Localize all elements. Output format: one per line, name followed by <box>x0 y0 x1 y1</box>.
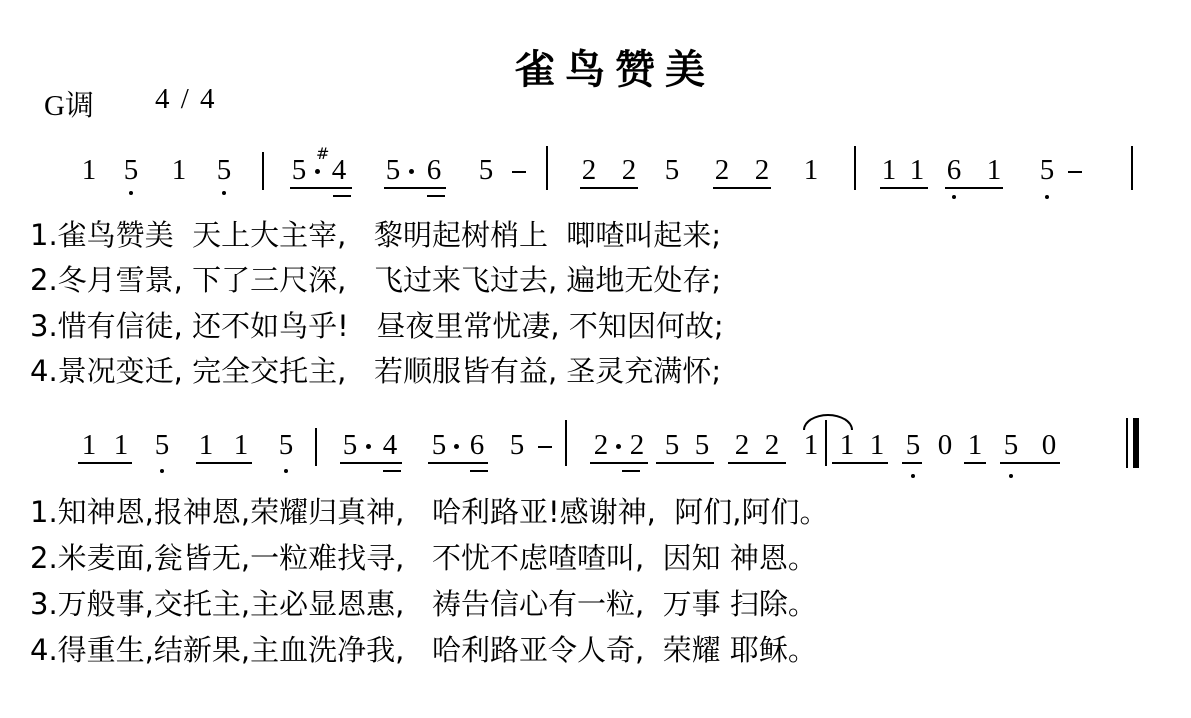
note: 5 <box>905 429 921 461</box>
lyric-line-1-1: 1.雀鸟赞美 天上大主宰, 黎明起树梢上 唧喳叫起来; <box>30 218 722 252</box>
note: 1 <box>803 429 819 461</box>
note: 5 <box>509 429 525 461</box>
hold-dash <box>512 171 526 173</box>
note: 2 <box>629 429 645 461</box>
notation-row-2 <box>0 418 1191 488</box>
underline <box>383 470 401 472</box>
underline <box>1000 462 1060 464</box>
note: 1 <box>81 429 97 461</box>
dot <box>616 444 621 449</box>
note: 2 <box>621 154 637 186</box>
note: 5 <box>216 154 232 186</box>
note: 5 <box>694 429 710 461</box>
sharp-sign: # <box>316 144 330 163</box>
note: 5 <box>278 429 294 461</box>
note: 2 <box>581 154 597 186</box>
low-octave-dot <box>160 469 164 473</box>
underline <box>290 187 352 189</box>
underline <box>78 462 132 464</box>
lyric-line-2-3: 3.万般事,交托主,主必显恩惠, 祷告信心有一粒, 万事 扫除。 <box>30 587 817 621</box>
underline <box>427 195 445 197</box>
note: 1 <box>909 154 925 186</box>
note: 5 <box>154 429 170 461</box>
note: 0 <box>1041 429 1057 461</box>
note: 2 <box>714 154 730 186</box>
underline <box>902 462 922 464</box>
note: 5 <box>342 429 358 461</box>
key-signature: G调 <box>44 90 94 122</box>
note: 2 <box>734 429 750 461</box>
note: 5 <box>291 154 307 186</box>
note: 2 <box>754 154 770 186</box>
lyric-line-2-2: 2.米麦面,瓮皆无,一粒难找寻, 不忧不虑喳喳叫, 因知 神恩。 <box>30 541 817 575</box>
underline <box>964 462 986 464</box>
dot <box>409 169 414 174</box>
lyric-line-2-4: 4.得重生,结新果,主血洗净我, 哈利路亚令人奇, 荣耀 耶稣。 <box>30 633 817 667</box>
dot <box>366 444 371 449</box>
note: 6 <box>469 429 485 461</box>
note: 5 <box>1003 429 1019 461</box>
note: 2 <box>764 429 780 461</box>
note: 1 <box>869 429 885 461</box>
underline <box>384 187 446 189</box>
underline <box>622 470 640 472</box>
lyric-line-1-3: 3.惜有信徒, 还不如鸟乎! 昼夜里常忧凄, 不知因何故; <box>30 309 724 343</box>
note: 5 <box>664 154 680 186</box>
song-title: 雀鸟赞美 <box>515 47 715 93</box>
note: 4 <box>331 154 347 186</box>
underline <box>656 462 714 464</box>
note: 5 <box>123 154 139 186</box>
low-octave-dot <box>129 191 133 195</box>
underline <box>340 462 402 464</box>
note: 1 <box>81 154 97 186</box>
note: 4 <box>382 429 398 461</box>
note: 1 <box>986 154 1002 186</box>
note: 1 <box>803 154 819 186</box>
final-barline-thin <box>1126 418 1128 468</box>
note: 5 <box>431 429 447 461</box>
note: 1 <box>171 154 187 186</box>
barline <box>315 428 317 466</box>
note: 5 <box>664 429 680 461</box>
lyric-line-1-2: 2.冬月雪景, 下了三尺深, 飞过来飞过去, 遍地无处存; <box>30 263 722 297</box>
hold-dash <box>1068 171 1082 173</box>
underline <box>580 187 638 189</box>
lyric-line-1-4: 4.景况变迁, 完全交托主, 若顺服皆有益, 圣灵充满怀; <box>30 354 722 388</box>
underline <box>333 195 351 197</box>
tie-arc <box>803 414 853 430</box>
low-octave-dot <box>911 474 915 478</box>
underline <box>590 462 648 464</box>
note: 1 <box>967 429 983 461</box>
barline <box>825 420 827 466</box>
note: 5 <box>385 154 401 186</box>
dot <box>315 169 320 174</box>
final-barline-thick <box>1133 418 1139 468</box>
note: 1 <box>233 429 249 461</box>
barline <box>1131 146 1133 190</box>
low-octave-dot <box>952 195 956 199</box>
note: 5 <box>1039 154 1055 186</box>
note: 1 <box>839 429 855 461</box>
low-octave-dot <box>1045 195 1049 199</box>
barline <box>854 146 856 190</box>
note: 6 <box>426 154 442 186</box>
low-octave-dot <box>222 191 226 195</box>
note: 1 <box>113 429 129 461</box>
underline <box>470 470 488 472</box>
note: 6 <box>946 154 962 186</box>
underline <box>428 462 488 464</box>
lyric-line-2-1: 1.知神恩,报神恩,荣耀归真神, 哈利路亚!感谢神, 阿们,阿们。 <box>30 495 829 529</box>
underline <box>728 462 786 464</box>
barline <box>262 152 264 190</box>
notation-row-1 <box>0 144 1191 210</box>
barline <box>565 420 567 466</box>
note: 1 <box>198 429 214 461</box>
underline <box>832 462 888 464</box>
note: 5 <box>478 154 494 186</box>
underline <box>945 187 1003 189</box>
underline <box>196 462 252 464</box>
underline <box>880 187 928 189</box>
time-signature: 4 / 4 <box>155 83 215 115</box>
underline <box>713 187 771 189</box>
low-octave-dot <box>284 469 288 473</box>
note: 2 <box>593 429 609 461</box>
low-octave-dot <box>1009 474 1013 478</box>
barline <box>546 146 548 190</box>
note: 0 <box>937 429 953 461</box>
hold-dash <box>538 446 552 448</box>
dot <box>454 444 459 449</box>
note: 1 <box>881 154 897 186</box>
